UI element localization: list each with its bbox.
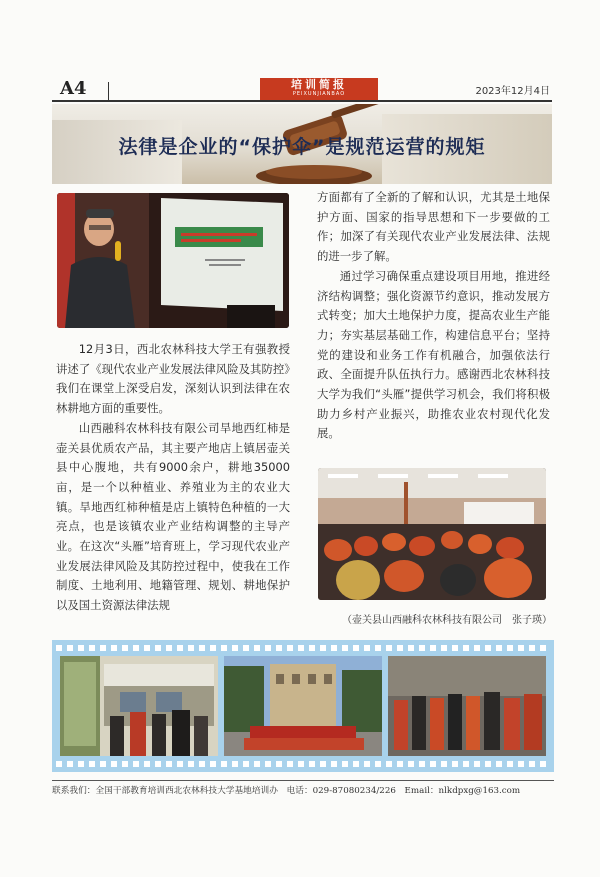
classroom-photo xyxy=(318,468,546,600)
headline-banner xyxy=(52,104,552,184)
issue-date: 2023年12月4日 xyxy=(475,86,550,97)
article-right-column xyxy=(317,188,550,444)
headline: 法律是企业的“保护伞”是规范运营的规矩 xyxy=(118,136,486,158)
page-number: A4 xyxy=(60,78,87,99)
page-header xyxy=(52,78,552,102)
delegation-scene xyxy=(388,656,546,756)
masthead-pinyin: PEIXUNJIANBAO xyxy=(292,91,346,97)
delegation-photo xyxy=(388,656,546,756)
article-paragraph: 12月3日，西北农林科技大学王有强教授讲述了《现代农业产业发展法律风险及其防控》我们在课堂上深受启发，深刻认识到法律在农林耕地方面的重要性。 xyxy=(56,342,290,416)
lecture-photo xyxy=(57,193,289,328)
contact-footer: 联系我们：全国干部教育培训西北农林科技大学基地培训办 电话：029-87080234/226 Email：nlkdpxg@163.com xyxy=(52,780,554,796)
photo-caption: （壶关县山西融科农林科技有限公司 张子瑛） xyxy=(342,615,552,626)
article-paragraph: 通过学习确保重点建设项目用地，推进经济结构调整；强化资源节约意识，推动发展方式转变；加大土地保护力度，提高农业生产能力；夯实基层基础工作，构建信息平台；坚持党的建设和业务工作有机融合，加强依法行政、全面提升队伍执行力。感谢西北农林科技大学为我们“头雁”提供学习机会，我们将积极助力乡村产业振兴，助推农业农村现代化发展。 xyxy=(317,268,550,441)
article-continuation: 方面都有了全新的了解和认识，尤其是土地保护方面、国家的指导思想和下一步要做的工作；加深了有关现代农业产业发展法律、法规的进一步了解。 xyxy=(317,190,550,264)
film-perforations-bottom xyxy=(56,761,550,767)
header-divider xyxy=(108,82,109,100)
article-paragraph: 山西融科农林科技有限公司旱地西红柿是壶关县优质农产品，其主要产地店上镇居壶关县中心腹地，共有9000余户，耕地35000亩，是一个以种植业、养殖业为主的农业大镇。旱地西红柿种植是店上镇特色种植的一大亮点，也是该镇农业产业结构调整的主导产业。在这次“头雁”培育班上，学习现代农业产业发展法律风险及其防控过程中，使我在工作制度、土地利用、地籍管理、规划、耕地保护以及国土资源法律法规 xyxy=(56,420,290,613)
masthead-logo xyxy=(260,78,378,100)
photo-film-strip xyxy=(52,640,554,772)
group-photo-scene xyxy=(224,656,382,756)
group-photo xyxy=(224,656,382,756)
masthead-title: 培训简报 xyxy=(291,78,347,91)
exhibition-scene xyxy=(60,656,218,756)
classroom-scene xyxy=(318,468,546,600)
lecture-scene xyxy=(57,193,289,328)
film-perforations-top xyxy=(56,645,550,651)
article-left-column xyxy=(56,340,290,616)
exhibition-photo xyxy=(60,656,218,756)
